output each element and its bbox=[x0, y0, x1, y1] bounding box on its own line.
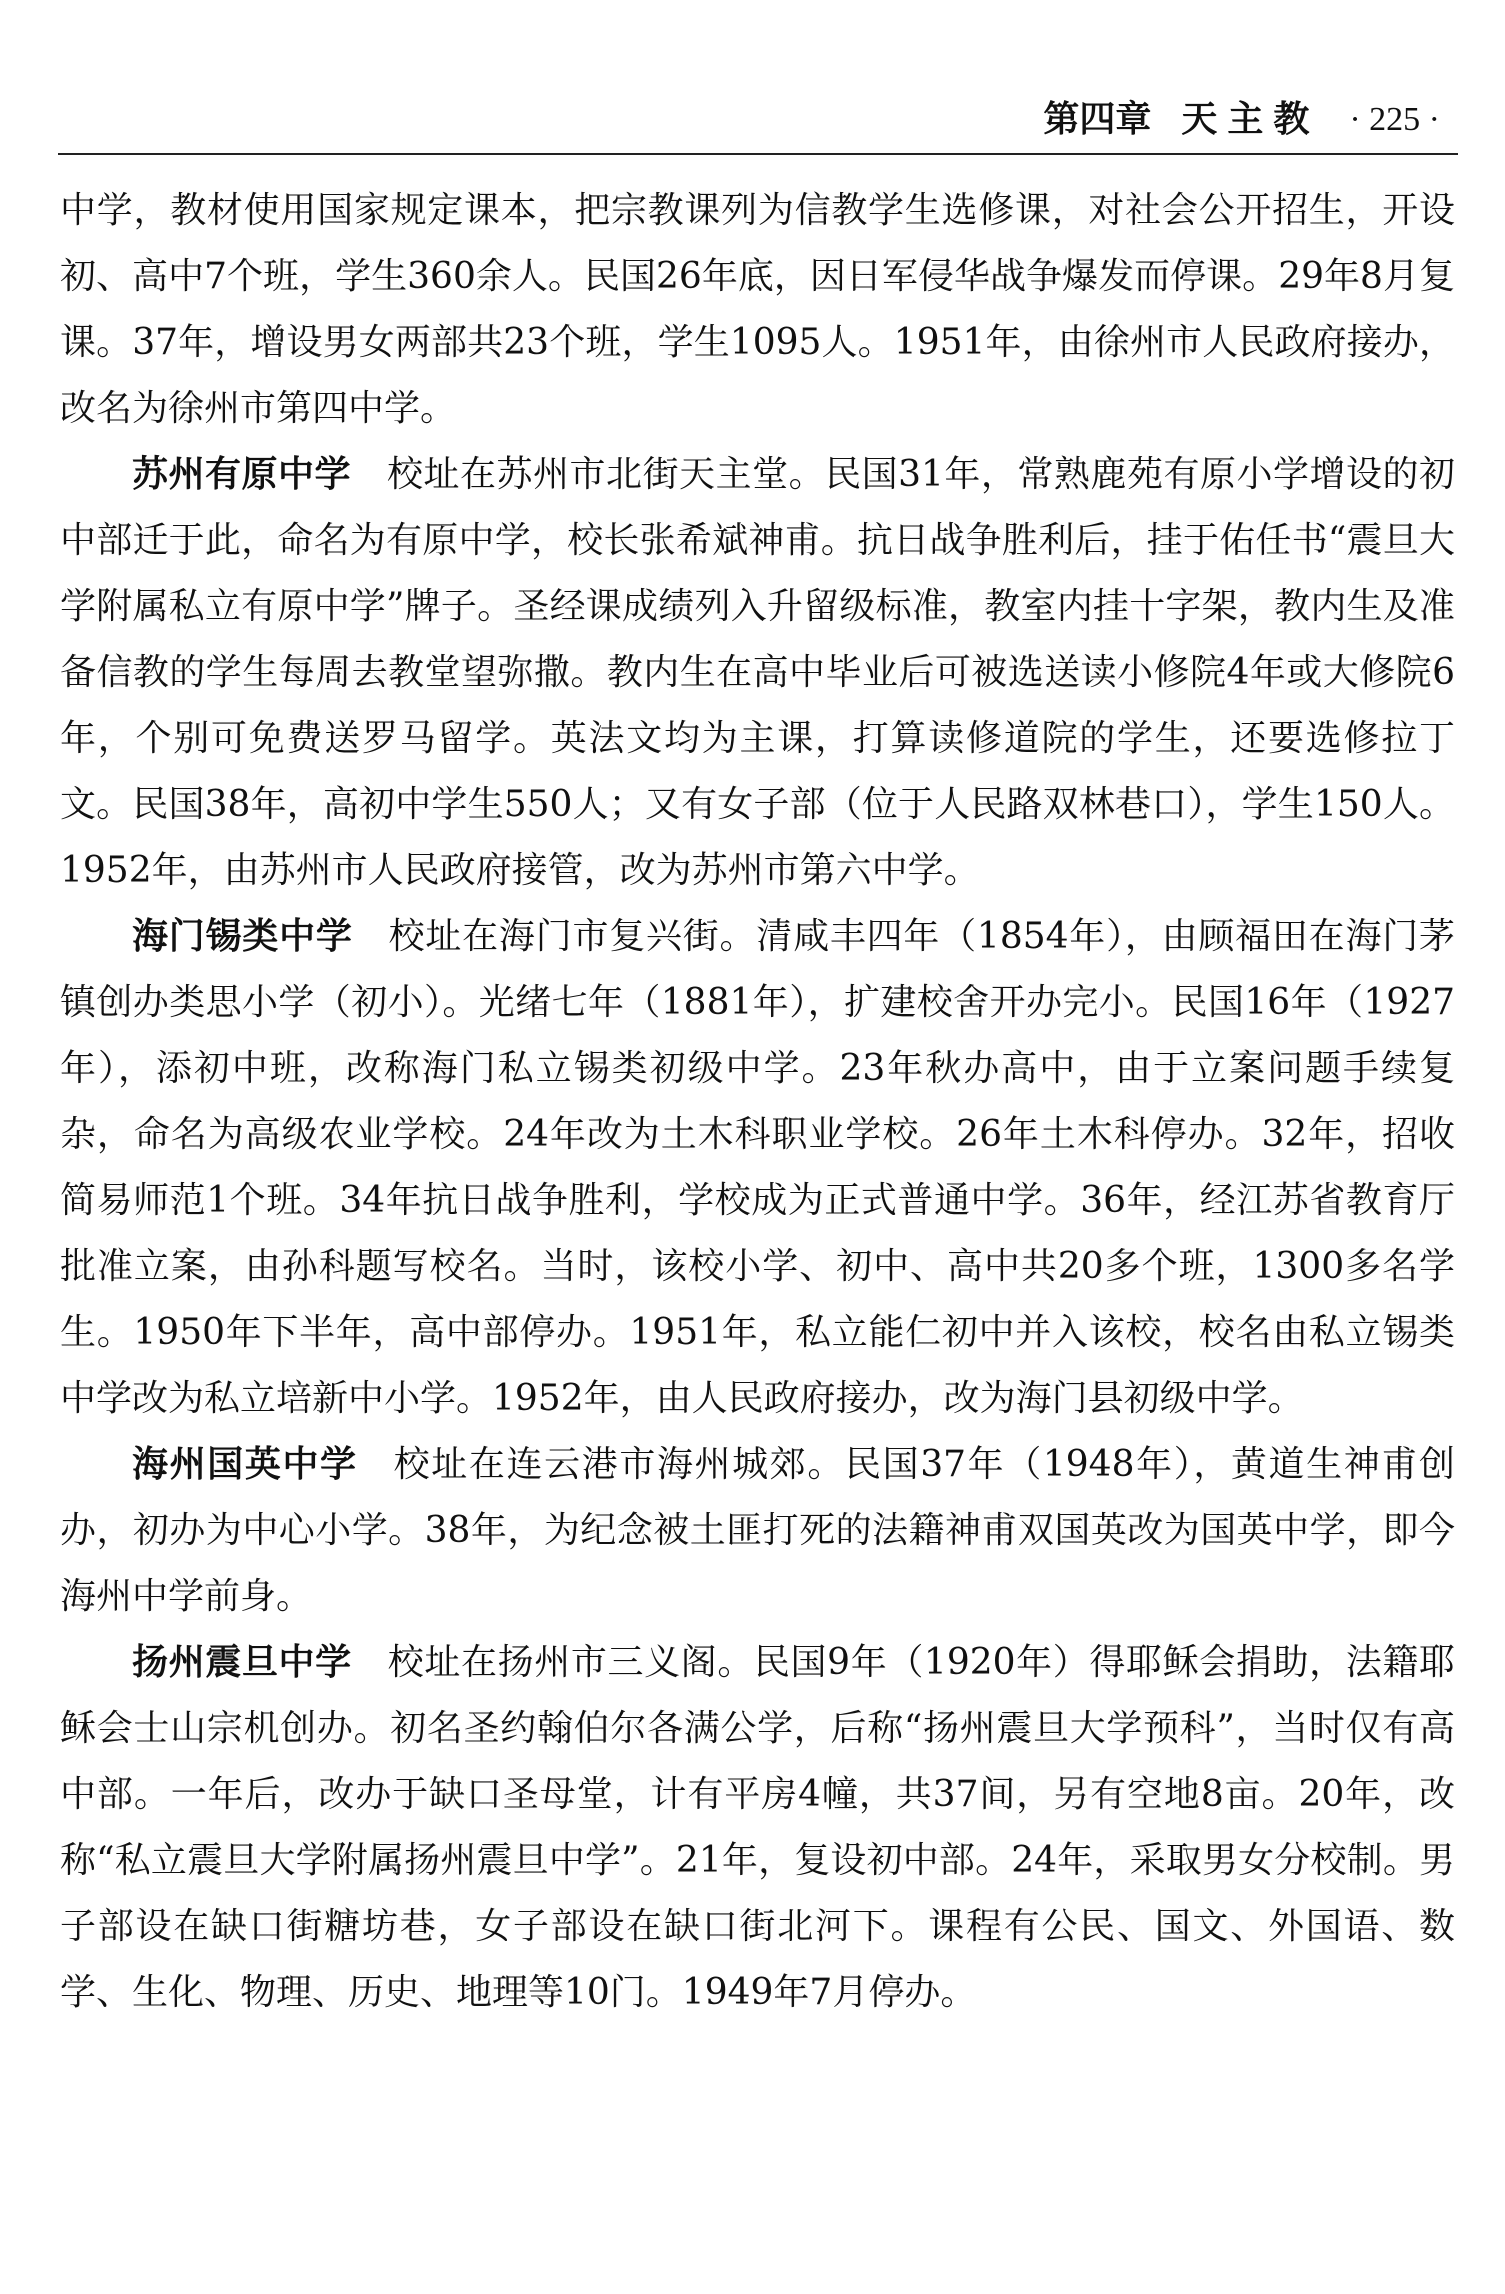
chapter-title: 天主教 bbox=[1181, 99, 1320, 140]
entry-text: 校址在连云港市海州城郊。民国37年（1948年），黄道生神甫创办，初办为中心小学。38年，为纪念被土匪打死的法籍神甫双国英改为国英中学，即今海州中学前身。 bbox=[60, 1444, 1455, 1617]
paragraph-continuation bbox=[60, 178, 1455, 442]
entry-text: 校址在扬州市三义阁。民国9年（1920年）得耶稣会捐助，法籍耶稣会士山宗机创办。初名圣约翰伯尔各满公学，后称“扬州震旦大学预科”，当时仅有高中部。一年后，改办于缺口圣母堂，计有平房4幢，共37间，另有空地8亩。20年，改称“私立震旦大学附属扬州震旦中学”。21年，复设初中部。24年，采取男女分校制。男子部设在缺口街糖坊巷，女子部设在缺口街北河下。课程有公民、国文、外国语、数学、生化、物理、历史、地理等10门。1949年7月停办。 bbox=[60, 1642, 1455, 2013]
entry-suzhou-youyuan bbox=[60, 442, 1455, 904]
page-number: · 225 · bbox=[1349, 101, 1440, 138]
entry-title: 海门锡类中学 bbox=[132, 916, 353, 957]
entry-text: 校址在海门市复兴街。清咸丰四年（1854年），由顾福田在海门茅镇创办类思小学（初小）。光绪七年（1881年），扩建校舍开办完小。民国16年（1927年），添初中班，改称海门私立锡类初级中学。23年秋办高中，由于立案问题手续复杂，命名为高级农业学校。24年改为土木科职业学校。26年土木科停办。32年，招收简易师范1个班。34年抗日战争胜利，学校成为正式普通中学。36年，经江苏省教育厅批准立案，由孙科题写校名。当时，该校小学、初中、高中共20多个班，1300多名学生。1950年下半年，高中部停办。1951年，私立能仁初中并入该校，校名由私立锡类中学改为私立培新中小学。1952年，由人民政府接办，改为海门县初级中学。 bbox=[60, 916, 1455, 1419]
entry-title: 扬州震旦中学 bbox=[132, 1642, 352, 1683]
header-rule bbox=[58, 153, 1458, 155]
entry-yangzhou-zhendan bbox=[60, 1630, 1455, 2026]
entry-title: 海州国英中学 bbox=[132, 1444, 358, 1485]
entry-haizhou-guoying bbox=[60, 1432, 1455, 1630]
entry-title: 苏州有原中学 bbox=[132, 454, 352, 495]
running-head bbox=[900, 92, 1440, 148]
body-text bbox=[60, 178, 1455, 2026]
entry-haimen-xilei bbox=[60, 904, 1455, 1432]
paragraph-text: 中学，教材使用国家规定课本，把宗教课列为信教学生选修课，对社会公开招生，开设初、高中7个班，学生360余人。民国26年底，因日军侵华战争爆发而停课。29年8月复课。37年，增设男女两部共23个班，学生1095人。1951年，由徐州市人民政府接办，改名为徐州市第四中学。 bbox=[60, 190, 1455, 429]
chapter-label: 第四章 bbox=[1043, 99, 1152, 140]
entry-text: 校址在苏州市北街天主堂。民国31年，常熟鹿苑有原小学增设的初中部迁于此，命名为有原中学，校长张希斌神甫。抗日战争胜利后，挂于佑任书“震旦大学附属私立有原中学”牌子。圣经课成绩列入升留级标准，教室内挂十字架，教内生及准备信教的学生每周去教堂望弥撒。教内生在高中毕业后可被选送读小修院4年或大修院6年，个别可免费送罗马留学。英法文均为主课，打算读修道院的学生，还要选修拉丁文。民国38年，高初中学生550人；又有女子部（位于人民路双林巷口），学生150人。1952年，由苏州市人民政府接管，改为苏州市第六中学。 bbox=[60, 454, 1455, 891]
